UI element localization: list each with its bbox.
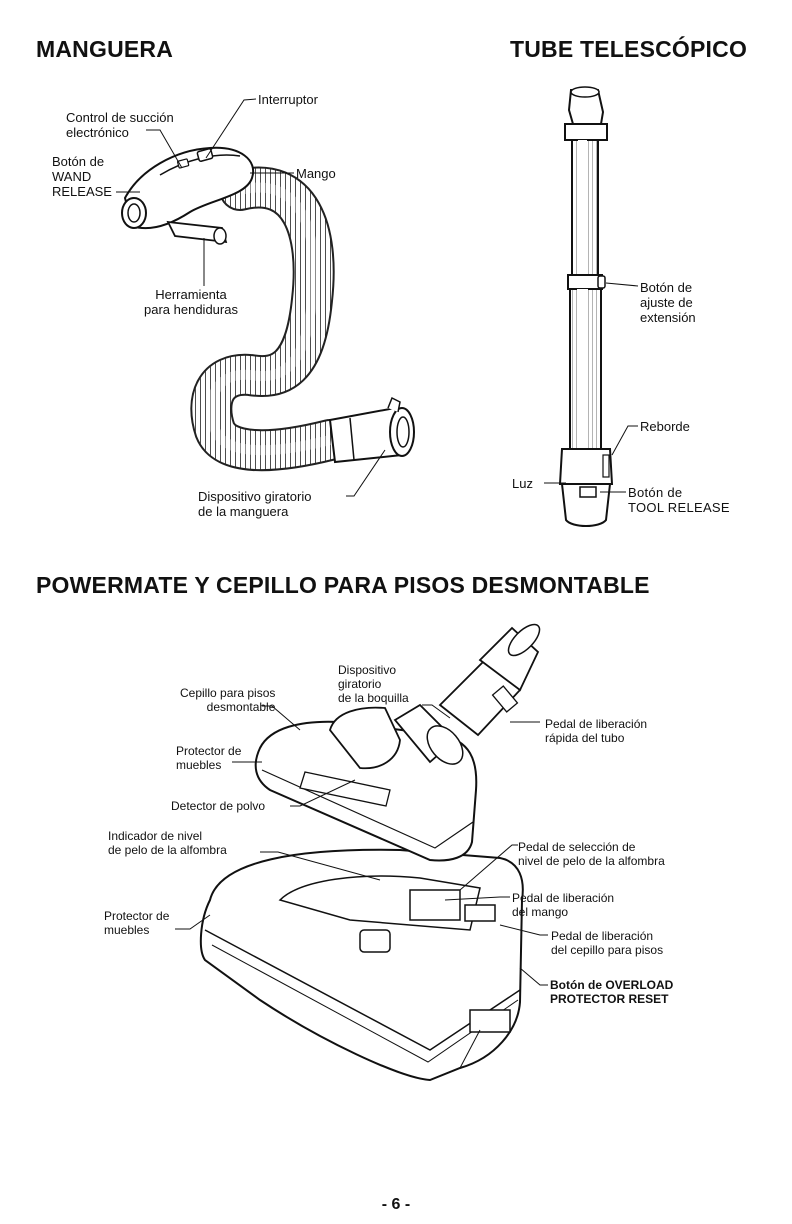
label-pedal-liberacion-rapida: Pedal de liberación rápida del tubo — [545, 717, 648, 745]
heading-tube-telescopico: TUBE TELESCÓPICO — [510, 36, 748, 62]
label-wand-release: Botón de WAND RELEASE — [52, 154, 112, 199]
label-detector-polvo: Detector de polvo — [171, 799, 266, 813]
label-pedal-liberacion-mango: Pedal de liberación del mango — [512, 891, 615, 919]
label-indicador-nivel-pelo: Indicador de nivel de pelo de la alfombra — [108, 829, 227, 857]
label-boton-ajuste-extension: Botón de ajuste de extensión — [640, 280, 696, 325]
page-number: - 6 - — [381, 1196, 411, 1213]
label-control-succion: Control de succión electrónico — [66, 110, 174, 140]
label-mango: Mango — [296, 166, 336, 181]
label-interruptor: Interruptor — [258, 92, 318, 107]
label-pedal-seleccion-nivel: Pedal de selección de nivel de pelo de la alfombra — [518, 840, 665, 868]
label-reborde: Reborde — [640, 419, 690, 434]
heading-manguera: MANGUERA — [36, 36, 174, 62]
label-overload-reset: Botón de OVERLOAD PROTECTOR RESET — [550, 978, 674, 1006]
heading-powermate: POWERMATE Y CEPILLO PARA PISOS DESMONTABLE — [36, 572, 650, 598]
label-pedal-liberacion-cepillo: Pedal de liberación del cepillo para pisos — [551, 929, 664, 957]
label-dispositivo-giratorio: Dispositivo giratorio de la manguera — [198, 489, 312, 519]
label-protector-muebles-1: Protector de muebles — [176, 744, 242, 772]
label-herramienta: Herramienta para hendiduras — [144, 287, 238, 317]
label-luz: Luz — [512, 476, 533, 491]
label-cepillo-desmontable: Cepillo para pisos desmontable — [180, 686, 276, 714]
label-protector-muebles-2: Protector de muebles — [104, 909, 170, 937]
label-dispositivo-giratorio-boquilla: Dispositivo giratorio de la boquilla — [338, 663, 409, 705]
label-tool-release: Botón de TOOL RELEASE — [628, 485, 730, 515]
